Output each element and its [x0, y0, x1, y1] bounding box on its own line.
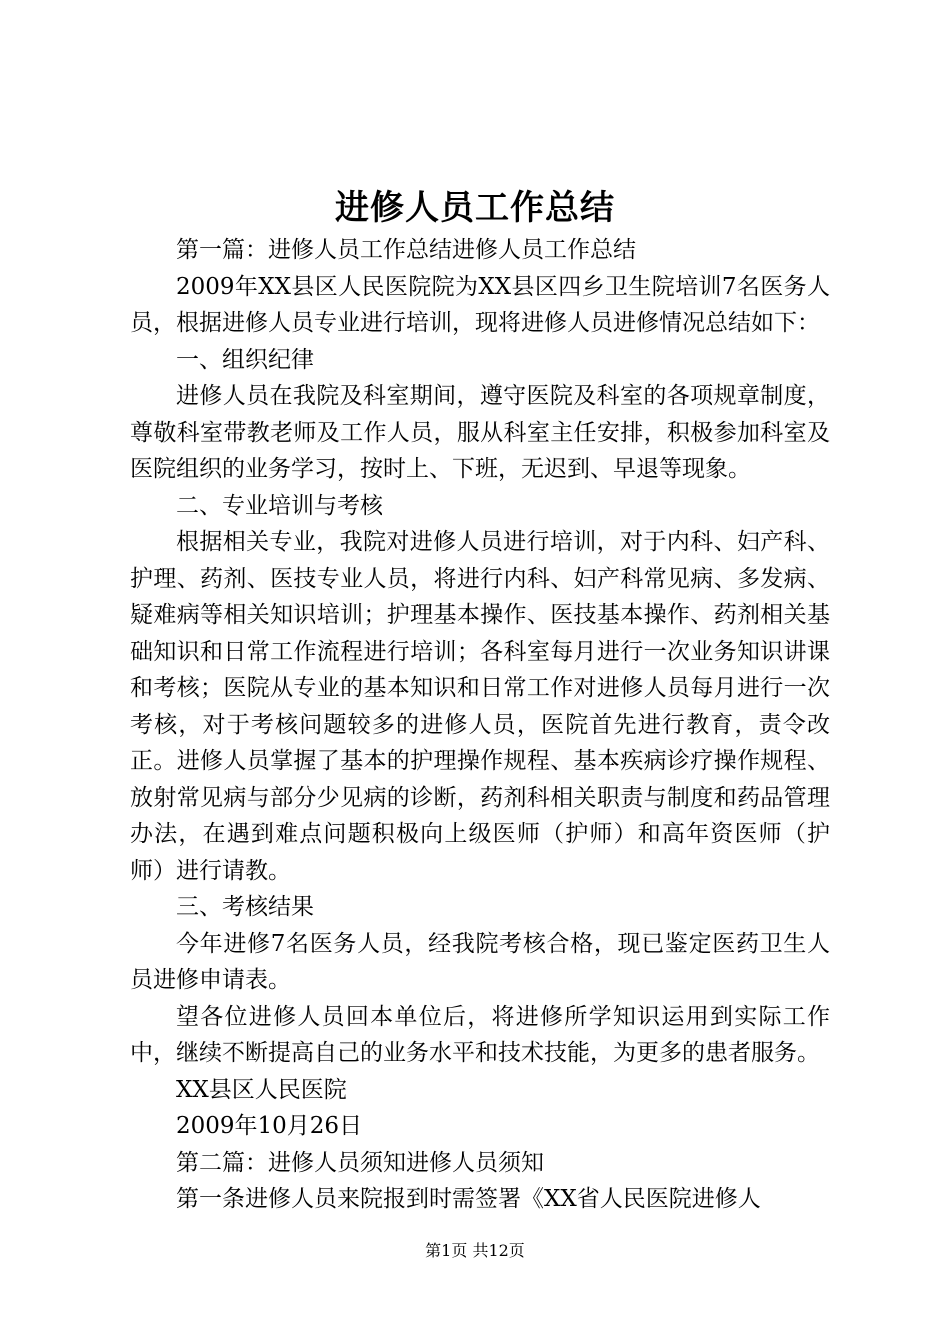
paragraph-closing: 望各位进修人员回本单位后，将进修所学知识运用到实际工作中，继续不断提高自己的业务水平和技术技能，为更多的患者服务。: [130, 1003, 830, 1066]
paragraph-part-one-heading: 第一篇：进修人员工作总结进修人员工作总结: [176, 237, 636, 263]
paragraph-section-heading-training: 二、专业培训与考核: [176, 492, 383, 519]
paragraph-signature-date: 2009年10月26日: [176, 1113, 363, 1139]
paragraph-section-heading-results: 三、考核结果: [176, 894, 314, 920]
paragraph-results: 今年进修7名医务人员，经我院考核合格，现已鉴定医药卫生人员进修申请表。: [130, 930, 830, 993]
paragraph-part-two-heading: 第二篇：进修人员须知进修人员须知: [176, 1149, 544, 1176]
page-indicator: 第1页 共12页: [425, 1241, 525, 1260]
paragraph-training: 根据相关专业，我院对进修人员进行培训，对于内科、妇产科、护理、药剂、医技专业人员，将进行内科、妇产科常见病、多发病、疑难病等相关知识培训；护理基本操作、医技基本操作、药剂相关基础知识和日常工作流程进行培训；各科室每月进行一次业务知识讲课和考核；医院从专业的基本知识和日常工作对进修人员每月进行一次考核，对于考核问题较多的进修人员，医院首先进行教育，责令改正。进修人员掌握了基本的护理操作规程、基本疾病诊疗操作规程、放射常见病与部分少见病的诊断，药剂科相关职责与制度和药品管理办法，在遇到难点问题积极向上级医师（护师）和高年资医师（护师）进行请教。: [130, 529, 830, 884]
paragraph-article-one: 第一条进修人员来院报到时需签署《XX省人民医院进修人: [176, 1186, 761, 1212]
document-title: 进修人员工作总结: [335, 188, 615, 228]
paragraph-intro: 2009年XX县区人民医院院为XX县区四乡卫生院培训7名医务人员，根据进修人员专业进行培训，现将进修人员进修情况总结如下：: [130, 273, 830, 336]
paragraph-section-heading-discipline: 一、组织纪律: [176, 346, 314, 373]
paragraph-discipline: 进修人员在我院及科室期间，遵守医院及科室的各项规章制度，尊敬科室带教老师及工作人员，服从科室主任安排，积极参加科室及医院组织的业务学习，按时上、下班，无迟到、早退等现象。: [130, 383, 830, 482]
paragraph-signature-org: XX县区人民医院: [176, 1076, 347, 1103]
document-body: [130, 232, 830, 1218]
